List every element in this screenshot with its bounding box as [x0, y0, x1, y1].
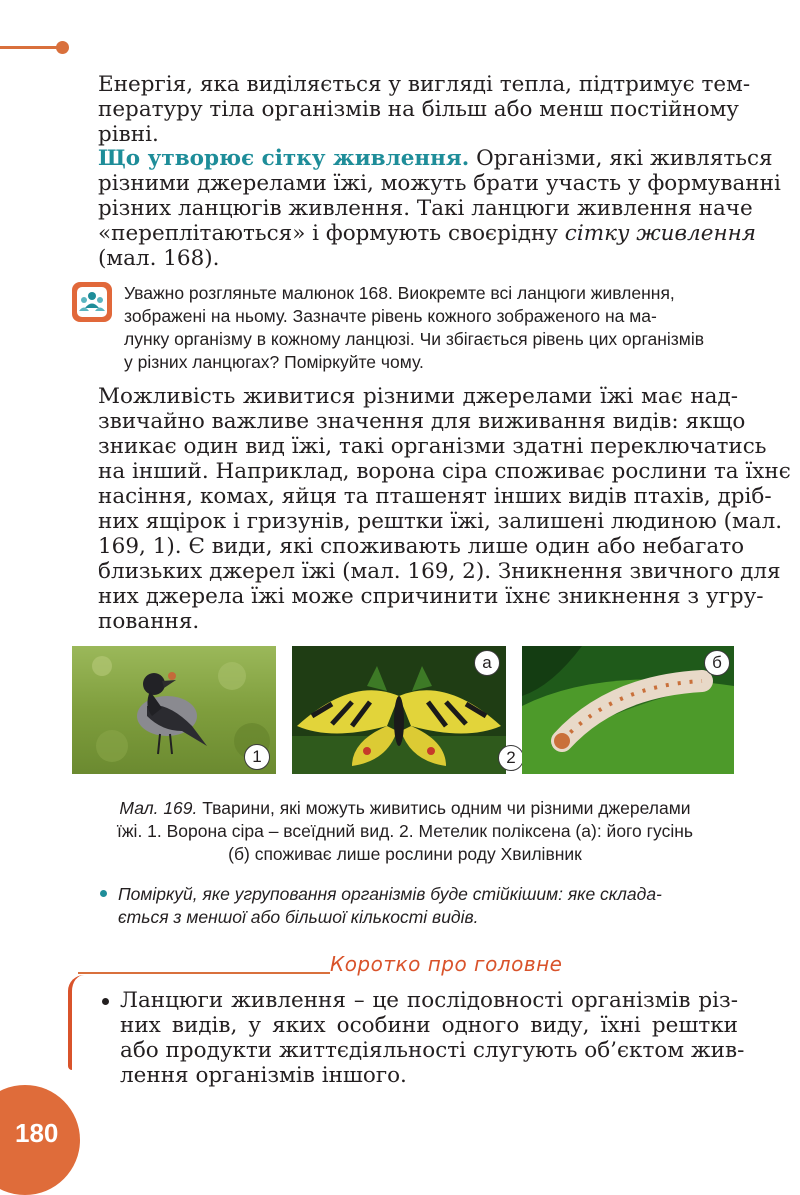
paragraph-energy: [98, 72, 751, 147]
paragraph-line: звичайно важливе значення для виживання видів: якщо: [98, 409, 746, 434]
summary-rule: [78, 972, 330, 974]
task-line: Уважно розгляньте малюнок 168. Виокремте всі ланцюги живлення,: [124, 283, 675, 303]
paragraph-line: повання.: [98, 609, 200, 634]
caption-line: [60, 797, 750, 820]
term-food-web: сітку живлення: [564, 221, 757, 246]
task-line: у різних ланцюгах? Поміркуйте чому.: [124, 352, 424, 372]
figure-badge-b: б: [704, 650, 730, 676]
task-text: [124, 282, 744, 374]
summary-line: них видів, у яких особини одного виду, їхні рештки: [120, 1013, 738, 1038]
crow-photo: [72, 646, 276, 774]
task-line: лунку організму в кожному ланцюзі. Чи збігається рівень цих організмів: [124, 329, 705, 349]
paragraph-line: зникає один вид їжі, такі організми здатні переключатись: [98, 434, 767, 459]
section-lead: Що утворює сітку живлення.: [98, 146, 470, 171]
paragraph-line: них ящірок і гризунів, рештки їжі, залишені людиною (мал.: [98, 509, 783, 534]
header-rule: [0, 46, 62, 49]
figure-badge-1: 1: [244, 744, 270, 770]
paragraph-line: Енергія, яка виділяється у вигляді тепла, підтримує тем-: [98, 72, 751, 97]
paragraph-line: близьких джерел їжі (мал. 169, 2). Зникнення звичного для: [98, 559, 781, 584]
paragraph-line: на інший. Наприклад, ворона сіра споживає рослини та їхнє: [98, 459, 791, 484]
summary-text: [98, 988, 745, 1088]
paragraph-diet: [98, 384, 791, 634]
think-question: [98, 883, 758, 929]
paragraph-line: різних ланцюгів живлення. Такі ланцюги живлення наче: [98, 196, 753, 221]
paragraph-line: насіння, комах, яйця та пташенят інших видів птахів, дріб-: [98, 484, 772, 509]
summary-title: Коротко про головне: [330, 952, 563, 976]
page-number: 180: [15, 1118, 59, 1148]
header-rule-dot: [56, 41, 69, 54]
caption-text: Тварини, які можуть живитись одним чи різними джерелами: [202, 798, 691, 818]
caterpillar-photo: [522, 646, 734, 774]
paragraph-line: [98, 221, 757, 246]
caption-line: (б) споживає лише рослини роду Хвилівник: [228, 844, 582, 864]
think-line: ється з меншої або більшої кількості видів.: [118, 907, 479, 927]
paragraph-text: Організми, які живляться: [476, 146, 773, 171]
paragraph-food-web: [98, 146, 781, 271]
summary-line: Ланцюги живлення – це послідовності організмів різ-: [120, 988, 738, 1013]
task-line: зображені на ньому. Зазначте рівень кожного зображеного на ма-: [124, 306, 657, 326]
figure-badge-a: а: [474, 650, 500, 676]
think-line: Поміркуй, яке угруповання організмів буде стійкішим: яке склада-: [118, 884, 662, 904]
summary-line: або продукти життєдіяльності слугують об’єктом жив-: [120, 1038, 745, 1063]
figure-badge-2: 2: [498, 745, 524, 771]
caption-line: їжі. 1. Ворона сіра – всеїдний вид. 2. Метелик поліксена (а): його гусінь: [116, 821, 693, 841]
figure-label: Мал. 169.: [119, 798, 198, 818]
paragraph-line: Можливість живитися різними джерелами їжі має над-: [98, 384, 738, 409]
paragraph-line: 169, 1). Є види, які споживають лише один або небагато: [98, 534, 745, 559]
summary-bracket: [68, 975, 86, 1070]
paragraph-line: рівні.: [98, 122, 159, 147]
paragraph-line: пературу тіла організмів на більш або менш постійному: [98, 97, 739, 122]
paragraph-line: (мал. 168).: [98, 246, 220, 271]
paragraph-text: «переплітаються» і формують своєрідну: [98, 221, 558, 246]
paragraph-line: [98, 146, 773, 171]
butterfly-photo: [292, 646, 506, 774]
paragraph-line: різними джерелами їжі, можуть брати участь у формуванні: [98, 171, 781, 196]
figure-caption: [60, 797, 750, 866]
group-discussion-icon: [72, 282, 112, 322]
summary-line: лення організмів іншого.: [120, 1063, 407, 1088]
paragraph-line: них джерела їжі може спричинити їхнє зникнення з угру-: [98, 584, 764, 609]
